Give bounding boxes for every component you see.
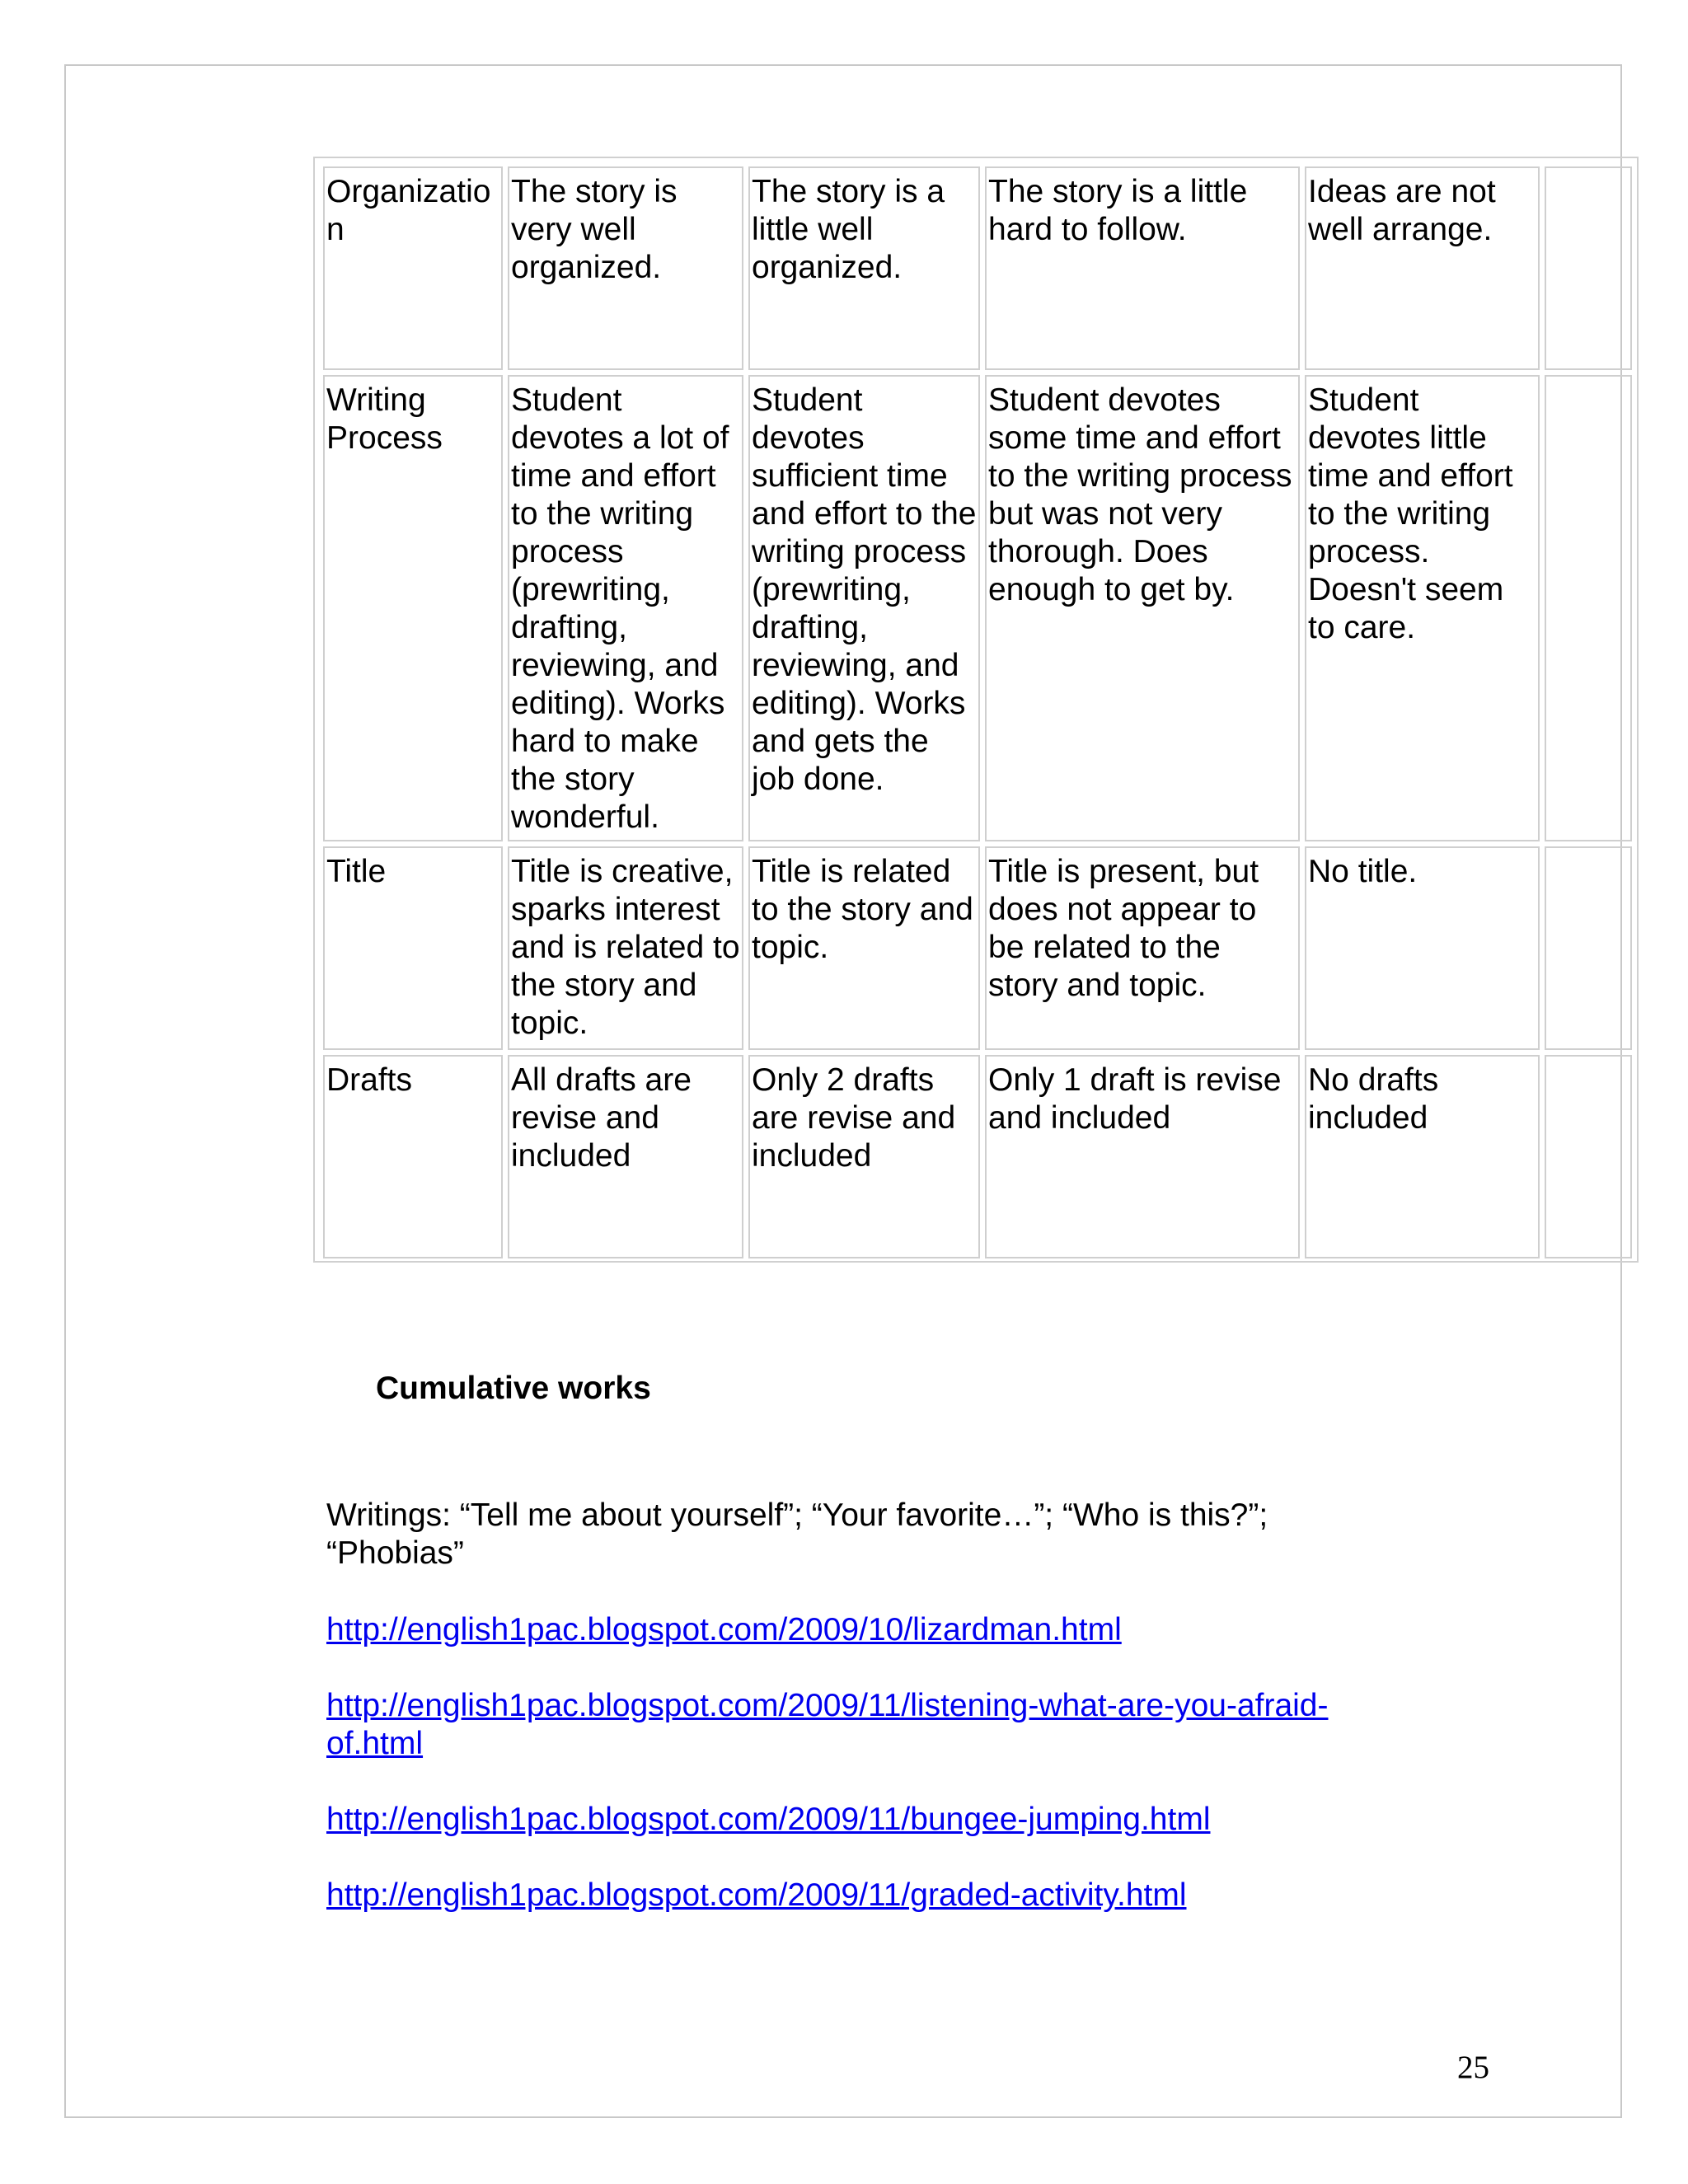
page-number: 25 (1457, 2050, 1489, 2085)
link-listening-afraid[interactable]: http://english1pac.blogspot.com/2009/11/listening-what-are-you-afraid-of.html (326, 1688, 1329, 1761)
level-4-cell: Ideas are not well arrange. (1305, 166, 1540, 370)
level-2-cell: Title is related to the story and topic. (748, 846, 980, 1050)
link-lizardman[interactable]: http://english1pac.blogspot.com/2009/10/lizardman.html (326, 1612, 1122, 1647)
level-2-cell: The story is a little well organized. (748, 166, 980, 370)
criterion-cell: Drafts (323, 1055, 503, 1258)
level-5-cell (1545, 1055, 1632, 1258)
rubric-row-drafts (323, 1055, 1632, 1258)
rubric-row-writing-process (323, 375, 1632, 841)
level-4-cell: Student devotes little time and effort to the writing process. Doesn't seem to care. (1305, 375, 1540, 841)
level-5-cell (1545, 166, 1632, 370)
level-1-cell: Student devotes a lot of time and effort to the writing process (prewriting, drafting, reviewing, and editing). Works hard to make the story wonderful. (508, 375, 743, 841)
level-3-cell: Title is present, but does not appear to be related to the story and topic. (985, 846, 1300, 1050)
criterion-cell: Writing Process (323, 375, 503, 841)
link-graded-activity[interactable]: http://english1pac.blogspot.com/2009/11/graded-activity.html (326, 1877, 1187, 1913)
writings-list (326, 1497, 1398, 1572)
section-heading: Cumulative works (376, 1371, 651, 1406)
level-1-cell: The story is very well organized. (508, 166, 743, 370)
level-1-cell: Title is creative, sparks interest and is related to the story and topic. (508, 846, 743, 1050)
level-5-cell (1545, 846, 1632, 1050)
level-2-cell: Only 2 drafts are revise and included (748, 1055, 980, 1258)
level-2-cell: Student devotes sufficient time and effort to the writing process (prewriting, drafting, reviewing, and editing). Works and gets the job done. (748, 375, 980, 841)
criterion-cell: Title (323, 846, 503, 1050)
criterion-cell: Organizatio n (323, 166, 503, 370)
level-3-cell: Only 1 draft is revise and included (985, 1055, 1300, 1258)
rubric-row-organization (323, 166, 1632, 370)
level-3-cell: The story is a little hard to follow. (985, 166, 1300, 370)
rubric-table (318, 162, 1637, 1263)
level-1-cell: All drafts are revise and included (508, 1055, 743, 1258)
writings-line: “Phobias” (326, 1535, 464, 1571)
level-5-cell (1545, 375, 1632, 841)
level-4-cell: No drafts included (1305, 1055, 1540, 1258)
rubric-table-container (313, 157, 1639, 1263)
level-3-cell: Student devotes some time and effort to the writing process but was not very thorough. Does enough to get by. (985, 375, 1300, 841)
level-4-cell: No title. (1305, 846, 1540, 1050)
link-bungee-jumping[interactable]: http://english1pac.blogspot.com/2009/11/bungee-jumping.html (326, 1802, 1211, 1837)
writings-line: Writings: “Tell me about yourself”; “Your favorite…”; “Who is this?”; (326, 1497, 1268, 1533)
rubric-row-title (323, 846, 1632, 1050)
